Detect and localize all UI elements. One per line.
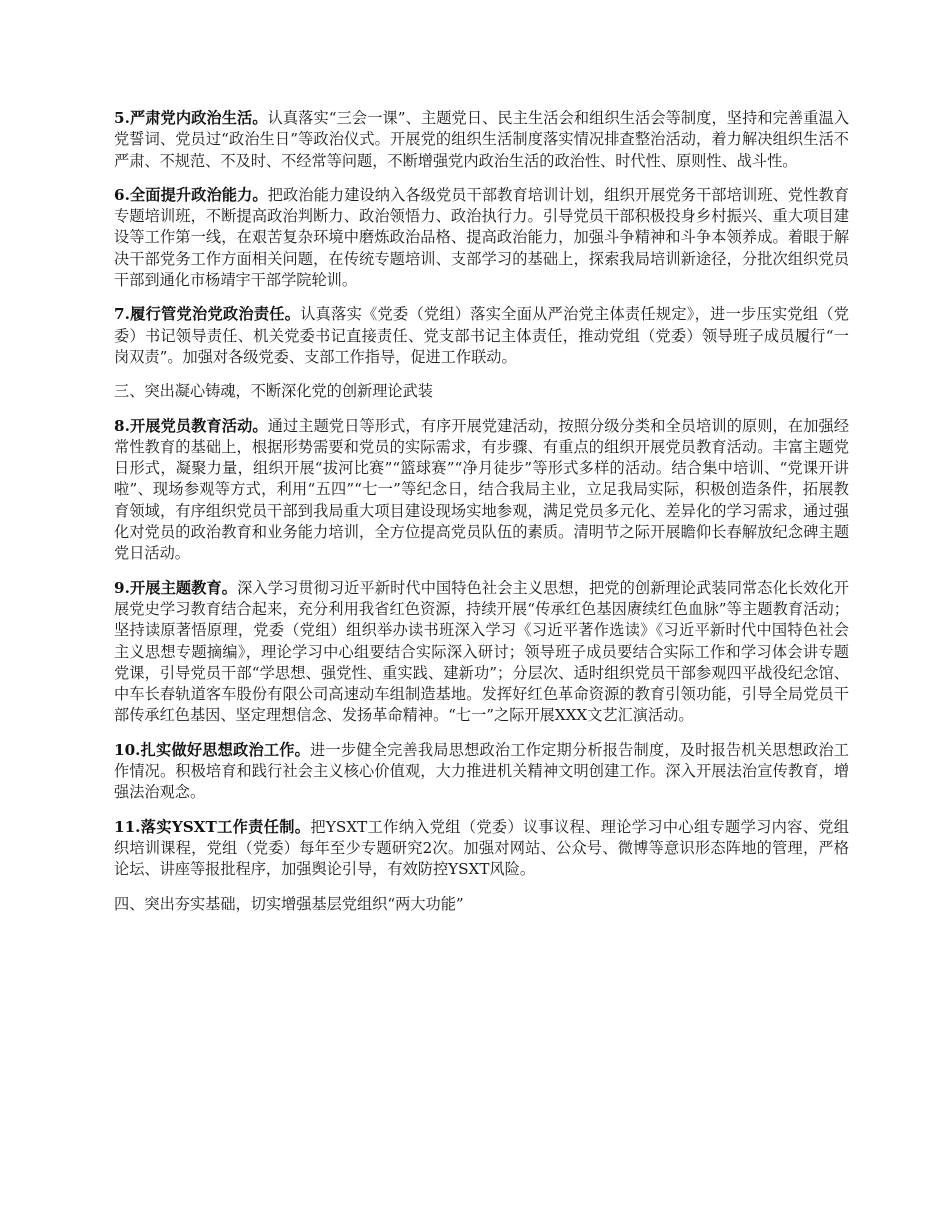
document-page [114, 108, 849, 928]
item-10-paragraph [114, 740, 849, 804]
section-3-heading: 三、突出凝心铸魂，不断深化党的创新理论武装 [114, 382, 433, 401]
item-10-lead: 10.扎实做好思想政治工作。 [114, 740, 311, 759]
item-11-lead: 11.落实YSXT工作责任制。 [114, 817, 311, 836]
item-9-body: 深入学习贯彻习近平新时代中国特色社会主义思想，把党的创新理论武装同常态化长效化开展党史学习教育结合起来，充分利用我省红色资源，持续开展“传承红色基因赓续红色血脉”等主题教育活动；坚持读原著悟原理，党委（党组）组织举办读书班深入学习《习近平著作选读》《习近平新时代中国特色社会主义思想专题摘编》，理论学习中心组要结合实际深入研讨；领导班子成员要结合实际工作和学习体会讲专题党课，引导党员干部“学思想、强党性、重实践、建新功”；分层次、适时组织党员干部参观四平战役纪念馆、中车长春轨道客车股份有限公司高速动车组制造基地。发挥好红色革命资源的教育引领功能，引导全局党员干部传承红色基因、坚定理想信念、发扬革命精神。“七一”之际开展XXX文艺汇演活动。 [114, 578, 849, 725]
item-10-body: 进一步健全完善我局思想政治工作定期分析报告制度，及时报告机关思想政治工作情况。积极培育和践行社会主义核心价值观，大力推进机关精神文明创建工作。深入开展法治宣传教育，增强法治观念。 [114, 740, 849, 802]
section-4-heading: 四、突出夯实基础，切实增强基层党组织“两大功能” [114, 894, 464, 913]
item-6-lead: 6.全面提升政治能力。 [114, 185, 268, 204]
item-11-body: 把YSXT工作纳入党组（党委）议事议程、理论学习中心组专题学习内容、党组织培训课程，党组（党委）每年至少专题研究2次。加强对网站、公众号、微博等意识形态阵地的管理，严格论坛、讲座等报批程序，加强舆论引导，有效防控YSXT风险。 [114, 817, 849, 879]
item-7-body: 认真落实《党委（党组）落实全面从严治党主体责任规定》，进一步压实党组（党委）书记领导责任、机关党委书记直接责任、党支部书记主体责任，推动党组（党委）领导班子成员履行“一岗双责”。加强对各级党委、支部工作指导，促进工作联动。 [114, 305, 849, 366]
item-6-paragraph [114, 185, 849, 291]
item-9-paragraph [114, 578, 849, 727]
item-7-lead: 7.履行管党治党政治责任。 [114, 305, 301, 324]
item-5-lead: 5.严肃党内政治生活。 [114, 109, 268, 127]
item-5-body: 认真落实“三会一课”、主题党日、民主生活会和组织生活会等制度，坚持和完善重温入党誓词、党员过“政治生日”等政治仪式。开展党的组织生活制度落实情况排查整治活动，着力解决组织生活不严肃、不规范、不及时、不经常等问题，不断增强党内政治生活的政治性、时代性、原则性、战斗性。 [114, 109, 850, 170]
item-9-lead: 9.开展主题教育。 [114, 578, 238, 597]
item-8-paragraph [114, 416, 849, 565]
item-7-paragraph [114, 304, 849, 368]
item-8-lead: 8.开展党员教育活动。 [114, 416, 268, 435]
item-5-paragraph [114, 108, 849, 172]
item-8-body: 通过主题党日等形式，有序开展党建活动，按照分级分类和全员培训的原则，在加强经常性教育的基础上，根据形势需要和党员的实际需求，有步骤、有重点的组织开展党员教育活动。丰富主题党日形式，凝聚力量，组织开展“拔河比赛”“篮球赛”“净月徒步”等形式多样的活动。结合集中培训、“党课开讲啦”、现场参观等方式，利用“五四”“七一”等纪念日，结合我局主业，立足我局实际，积极创造条件，拓展教育领域，有序组织党员干部到我局重大项目建设现场实地参观，满足党员多元化、差异化的学习需求，通过强化对党员的政治教育和业务能力培训，全方位提高党员队伍的素质。清明节之际开展瞻仰长春解放纪念碑主题党日活动。 [114, 416, 850, 563]
item-11-paragraph [114, 817, 849, 881]
item-6-body: 把政治能力建设纳入各级党员干部教育培训计划，组织开展党务干部培训班、党性教育专题培训班，不断提高政治判断力、政治领悟力、政治执行力。引导党员干部积极投身乡村振兴、重大项目建设等工作第一线，在艰苦复杂环境中磨炼政治品格、提高政治能力，加强斗争精神和斗争本领养成。着眼于解决干部党务工作方面相关问题，在传统专题培训、支部学习的基础上，探索我局培训新途径，分批次组织党员干部到通化市杨靖宇干部学院轮训。 [114, 185, 850, 290]
